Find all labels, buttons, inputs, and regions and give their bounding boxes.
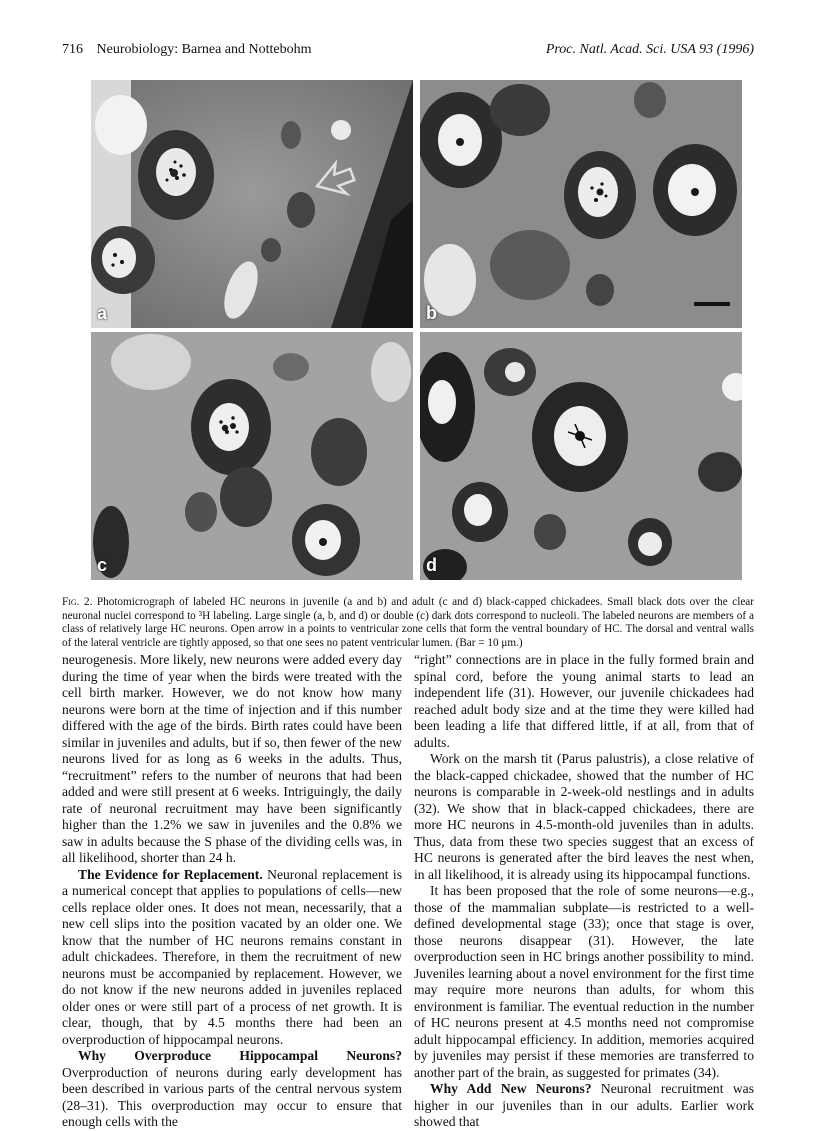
panel-label-b: b (426, 303, 437, 323)
journal-citation: Proc. Natl. Acad. Sci. USA 93 (1996) (545, 42, 754, 57)
caption-text: Photomicrograph of labeled HC neurons in juvenile (a and b) and adult (c and d) black-capped chickadees. Small black dots over the clear neuronal nuclei correspond to ³H labeling. Large single (a, b, and d) or double (c) dark dots correspond to nucleoli. The labeled neurons are members of a class of relatively large HC neurons. Open arrow in a points to ventricular zone cells that form the ventral boundary of HC. The dorsal and ventral walls of the lateral ventricle are tightly apposed, so that one sees no patent ventricular lumen. (Bar = 10 μm.) (62, 596, 754, 649)
micrograph-b (420, 80, 742, 328)
section-paragraph (62, 1048, 402, 1131)
section-heading: Why Overproduce Hippocampal Neurons? (78, 1048, 402, 1063)
section-paragraph (62, 867, 402, 1049)
paragraph: neurogenesis. More likely, new neurons were added every day during the time of year when the birds were treated with the cell birth marker. However, we do not know how many neurons were born at the time of injection and if this number differed with the age of the birds. Birth rates could have been similar in juveniles and adults, but if so, then fewer of the new neurons lived for as long as 6 weeks in the adults. Thus, “recruitment” refers to the number of neurons that had been added and were still present at 6 weeks. Intriguingly, the daily rate of neuronal recruitment may have been significantly higher than the 1.2% we saw in juveniles and the 0.8% we saw in adults because the S phase of the dividing cells was, in all likelihood, shorter than 24 h. (62, 652, 402, 865)
panel-label-d: d (426, 555, 437, 575)
figure-panel-b (420, 80, 742, 328)
right-column (414, 652, 754, 1131)
figure-panel-d (420, 332, 742, 580)
figure-panel-c (91, 332, 413, 580)
left-column (62, 652, 402, 1131)
figure-caption (62, 596, 754, 650)
figure-panel-a (91, 80, 413, 328)
header-left (62, 42, 312, 58)
micrograph-a (91, 80, 413, 328)
running-title: Neurobiology: Barnea and Nottebohm (96, 42, 312, 57)
section-heading: The Evidence for Replacement. (78, 866, 263, 882)
panel-label-c: c (97, 555, 108, 575)
paragraph-text: Overproduction of neurons during early development has been described in various parts of the central nervous system (28–31). This overproduction may occur to ensure that enough cells with the (62, 1064, 402, 1129)
paragraph-text: Neuronal replacement is a numerical concept that applies to populations of cells—new cells replace older ones. It does not mean, necessarily, that a new cell slips into the position vacated by an older one. We know that the number of HC neurons remains constant in adult chickadees. Therefore, in them the recruitment of new neurons must be accompanied by replacement. However, we do not know if the new neurons added in juveniles replaced older ones or were still part of a process of net growth. It is clear, though, that by 4.5 months there had been an overproduction of hippocampal neurons. (62, 866, 402, 1047)
paragraph-text: Neuronal recruitment was higher in our juveniles than in our adults. Earlier work showed that (414, 1081, 754, 1129)
caption-label: Fig. 2. (62, 596, 93, 608)
section-paragraph (414, 1081, 754, 1131)
micrograph-d (420, 332, 742, 580)
paragraph: “right” connections are in place in the fully formed brain and spinal cord, before the young animal starts to lead an independent life (31). However, our juvenile chickadees had reached adult body size and at the time they were killed had been leading a life that differed little, if at all, from that of adults. (414, 652, 754, 750)
page-number: 716 (62, 42, 83, 57)
section-heading: Why Add New Neurons? (430, 1081, 592, 1096)
panel-label-a: a (97, 303, 108, 323)
running-header (62, 42, 754, 60)
paragraph: It has been proposed that the role of some neurons—e.g., those of the mammalian subplate—is restricted to a well-defined developmental stage (33); once that stage is over, those neurons disappear (31). However, the late overproduction seen in HC brings another possibility to mind. Juveniles learning about a novel environment for the first time may require more neurons than adults, for whom this environment is familiar. The eventual reduction in the number of HC neurons present at 4.5 months need not compromise adult hippocampal efficiency. In addition, memories acquired by juveniles may persist if these memories are transferred to another part of the brain, as suggested for primates (34). (414, 883, 754, 1080)
paragraph: Work on the marsh tit (Parus palustris), a close relative of the black-capped chickadee, showed that the number of HC neurons is comparable in 2-week-old nestlings and in adults (32). We show that in black-capped chickadees, there are more HC neurons in 4.5-month-old juveniles than in adults. Thus, data from these two species suggest that an excess of HC neurons is generated after the bird leaves the nest when, in all likelihood, it is already using its hippocampal functions. (414, 751, 754, 882)
micrograph-c (91, 332, 413, 580)
